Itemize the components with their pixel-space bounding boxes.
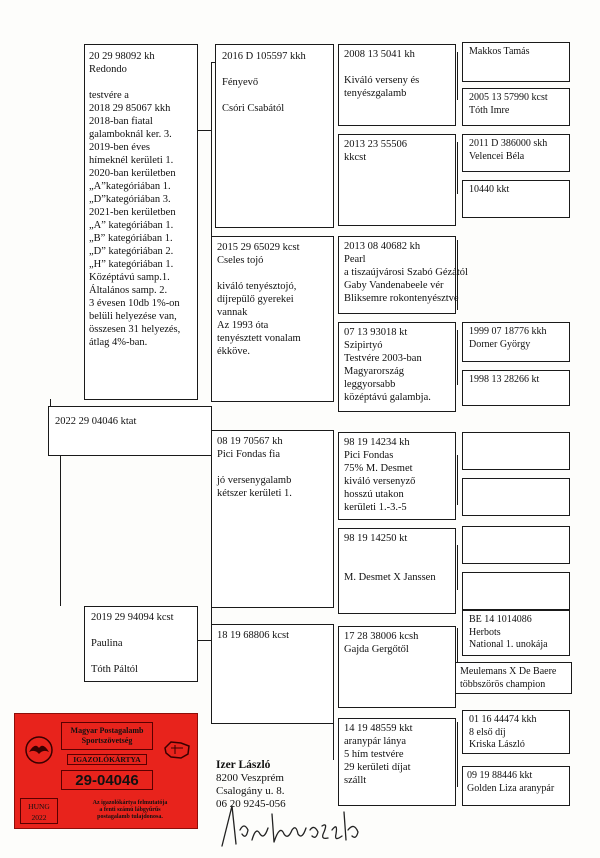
gen4-text: 1998 13 28266 kt <box>469 374 540 385</box>
card-country-year: HUNG 2022 <box>20 798 58 824</box>
sire-sire-box <box>215 44 334 228</box>
gen4-box-4 <box>462 180 570 218</box>
subject-box <box>48 406 212 456</box>
connector <box>197 130 211 131</box>
sire-box <box>84 44 198 400</box>
gen4-box-15 <box>462 710 570 754</box>
gen4-box-9 <box>462 526 570 564</box>
card-ring-number: 29-04046 <box>61 770 153 790</box>
ssd-box <box>338 134 456 226</box>
signature-icon <box>218 800 368 852</box>
dam-dam-text: 18 19 68806 kcst <box>217 630 290 641</box>
dam-text: 2019 29 94094 kcst Paulina Tóth Páltól <box>91 612 174 675</box>
dsd-text: 98 19 14250 kt M. Desmet X Janssen <box>344 533 436 583</box>
gen4-box-3 <box>462 134 570 172</box>
gen4-box-10 <box>462 572 570 610</box>
gen4-text: BE 14 1014086 Herbots National 1. unokája <box>469 614 548 650</box>
dam-sire-box <box>211 430 334 608</box>
ddd-text: 14 19 48559 kkt aranypár lánya 5 hím testvére 29 kerületi díjat szállt <box>344 723 413 786</box>
gen4-box-8 <box>462 478 570 516</box>
sds-box <box>338 236 468 314</box>
gen4-text: Makkos Tamás <box>469 46 530 57</box>
gen4-box-6 <box>462 370 570 406</box>
sire-dam-text: 2015 29 65029 kcst Cseles tojó kiváló tenyésztojó, díjrepülő gyerekei vannak Az 1993 óta tenyésztett vonalam ékköve. <box>217 242 301 357</box>
sire-dam-box <box>211 236 334 402</box>
sds-text: 2013 08 40682 kh Pearl a tiszaújvárosi Szabó Gézától Gaby Vandenabeele vér Bliksemre rokontenyésztve <box>344 241 468 304</box>
card-title: IGAZOLÓKÁRTYA <box>67 754 147 765</box>
gen4-box-1 <box>462 42 570 82</box>
dam-box <box>84 606 198 682</box>
dam-sire-text: 08 19 70567 kh Pici Fondas fia jó versenygalamb kétszer kerületi 1. <box>217 436 292 499</box>
owner-name: Izer László <box>216 759 271 771</box>
gen4-text: 01 16 44474 kkh 8 első díj Kriska László <box>469 714 537 750</box>
ssd-text: 2013 23 55506 kkcst <box>344 139 407 163</box>
id-card <box>14 713 198 829</box>
sdd-text: 07 13 93018 kt Szipirtyó Testvére 2003-ban Magyarország leggyorsabb középtávú galambja. <box>344 327 431 403</box>
gen4-box-16 <box>462 766 570 806</box>
subject-text: 2022 29 04046 ktat <box>55 416 137 427</box>
gen4-text: 2005 13 57990 kcst Tóth Imre <box>469 92 548 116</box>
ddd-box <box>338 718 456 806</box>
sss-box <box>338 44 456 126</box>
sdd-box <box>338 322 456 412</box>
gen4-box-14 <box>455 662 572 694</box>
card-note: Az igazolókártya felmutatója a fenti számú lábgyűrűs postagalamb tulajdonosa. <box>92 800 168 820</box>
dss-box <box>338 432 456 520</box>
dam-dam-box <box>211 624 334 724</box>
dss-text: 98 19 14234 kh Pici Fondas 75% M. Desmet kiváló versenyző hosszú utakon kerületi 1.-3.-5 <box>344 437 416 513</box>
connector <box>457 545 458 590</box>
gen4-text: 09 19 88446 kkt Golden Liza aranypár <box>467 770 555 794</box>
connector <box>457 142 458 194</box>
connector <box>457 455 458 505</box>
sire-text: 20 29 98092 kh Redondo testvére a 2018 29 85067 kkh 2018-ban fiatal galambok​nál ker. 3. 2019-ben éves hímeknél kerületi 1. 2020-ban kerületben „A”kategóriában 1. „D”kategóriában 3. 2021-ben kerületben „A” kategóriában 1. „B” kategóriában 1. „D” kategóriában 2. „H” kategóriában 1. Középtávú samp.1. Általános samp. 2. 3 évesen 10db 1%-on belüli helyezése van, összesen 31 helyezés, átlag 4%-ban. <box>89 51 181 348</box>
connector <box>457 722 458 787</box>
gen4-box-13 <box>462 610 570 656</box>
card-organization: Magyar Postagalamb Sportszövetség <box>61 722 153 750</box>
gen4-box-5 <box>462 322 570 362</box>
sire-sire-text: 2016 D 105597 kkh Fényevő Csóri Csabától <box>222 51 306 114</box>
pigeon-emblem-icon <box>23 734 55 766</box>
gen4-text: Meulemans X De Baere többszörös champion <box>460 666 557 690</box>
owner-address: 8200 Veszprém Csalogány u. 8. 06 20 9245-056 <box>216 772 286 810</box>
gen4-box-2 <box>462 88 570 126</box>
gen4-text: 2011 D 386000 skh Velencei Béla <box>469 138 548 162</box>
gen4-box-7 <box>462 432 570 470</box>
connector <box>197 640 211 641</box>
hungary-map-icon <box>161 734 193 766</box>
dds-box <box>338 626 456 708</box>
gen4-text: 1999 07 18776 kkh Dorner György <box>469 326 547 350</box>
connector <box>60 456 61 606</box>
gen4-text: 10440 kkt <box>469 184 510 195</box>
dds-text: 17 28 38006 kcsh Gajda Gergőtől <box>344 631 419 655</box>
connector <box>457 330 458 385</box>
connector <box>457 52 458 100</box>
sss-text: 2008 13 5041 kh Kiváló verseny és tenyészgalamb <box>344 49 420 99</box>
dsd-box <box>338 528 456 614</box>
